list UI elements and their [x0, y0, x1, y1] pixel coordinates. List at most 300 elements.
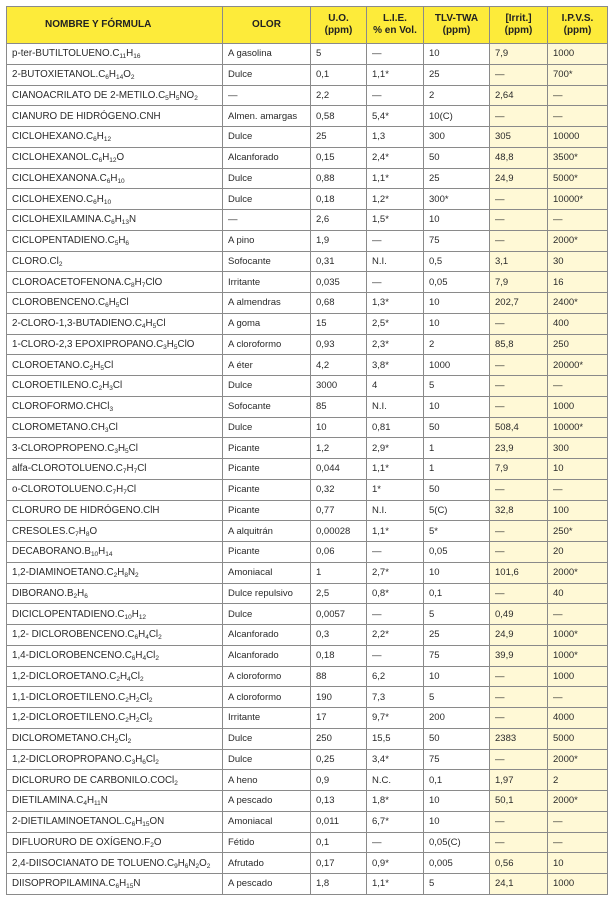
cell-tlv: 300: [424, 127, 490, 148]
table-row: [7, 770, 608, 791]
cell-ipvs: 2000*: [548, 230, 608, 251]
cell-uo: 5: [311, 44, 367, 65]
chemical-properties-table: [6, 6, 608, 895]
cell-tlv: 10: [424, 791, 490, 812]
cell-irrit: 32,8: [490, 500, 548, 521]
cell-tlv: 0,05(C): [424, 832, 490, 853]
cell-lie: 7,3: [367, 687, 424, 708]
compound-name: alfa-$CLOROTOLUENO.C_7H_7Cl$: [7, 459, 223, 480]
cell-irrit: —: [490, 811, 548, 832]
table-row: [7, 811, 608, 832]
cell-ipvs: 10000: [548, 127, 608, 148]
cell-uo: 0,18: [311, 189, 367, 210]
cell-irrit: 50,1: [490, 791, 548, 812]
cell-olor: A cloroformo: [223, 334, 311, 355]
cell-irrit: 2,64: [490, 85, 548, 106]
cell-ipvs: 3500*: [548, 147, 608, 168]
cell-lie: 3,8*: [367, 355, 424, 376]
cell-olor: Dulce repulsivo: [223, 583, 311, 604]
cell-uo: 2,6: [311, 210, 367, 231]
cell-uo: 3000: [311, 376, 367, 397]
cell-irrit: 24,9: [490, 168, 548, 189]
cell-tlv: 75: [424, 645, 490, 666]
cell-olor: —: [223, 85, 311, 106]
cell-lie: 1,1*: [367, 459, 424, 480]
cell-lie: —: [367, 542, 424, 563]
cell-tlv: 50: [424, 147, 490, 168]
cell-irrit: 508,4: [490, 417, 548, 438]
compound-name: $2-BUTOXIETANOL.C_6H_{14}O_2$: [7, 64, 223, 85]
table-row: [7, 85, 608, 106]
cell-ipvs: —: [548, 85, 608, 106]
cell-lie: 1,3*: [367, 293, 424, 314]
cell-olor: Picante: [223, 500, 311, 521]
cell-tlv: 10: [424, 811, 490, 832]
table-row: [7, 645, 608, 666]
cell-tlv: 50: [424, 479, 490, 500]
cell-ipvs: 5000*: [548, 168, 608, 189]
cell-uo: 0,1: [311, 64, 367, 85]
cell-olor: Almen. amargas: [223, 106, 311, 127]
cell-uo: 1: [311, 562, 367, 583]
cell-irrit: —: [490, 666, 548, 687]
cell-tlv: 75: [424, 230, 490, 251]
cell-tlv: 300*: [424, 189, 490, 210]
cell-olor: Picante: [223, 438, 311, 459]
cell-ipvs: 10000*: [548, 189, 608, 210]
cell-lie: 15,5: [367, 728, 424, 749]
cell-olor: Dulce: [223, 749, 311, 770]
cell-irrit: —: [490, 64, 548, 85]
compound-name: $CICLOHEXANONA.C_6H_{10}$: [7, 168, 223, 189]
compound-name: $DIETILAMINA.C_4H_{11}N$: [7, 791, 223, 812]
cell-irrit: 0,56: [490, 853, 548, 874]
table-row: [7, 147, 608, 168]
cell-irrit: 305: [490, 127, 548, 148]
compound-name: $DIISOPROPILAMINA.C_6H_{15}N$: [7, 874, 223, 895]
cell-lie: N.I.: [367, 251, 424, 272]
cell-tlv: 0,05: [424, 542, 490, 563]
cell-ipvs: 10000*: [548, 417, 608, 438]
header-tlv: TLV-TWA (ppm): [424, 7, 490, 44]
cell-uo: 10: [311, 417, 367, 438]
cell-uo: 0,25: [311, 749, 367, 770]
table-row: [7, 272, 608, 293]
cell-tlv: 0,005: [424, 853, 490, 874]
cell-olor: Dulce: [223, 417, 311, 438]
cell-irrit: —: [490, 479, 548, 500]
compound-name: $DIBORANO.B_2H_6$: [7, 583, 223, 604]
cell-olor: Dulce: [223, 604, 311, 625]
compound-name: $DICICLOPENTADIENO.C_{10}H_{12}$: [7, 604, 223, 625]
cell-olor: Alcanforado: [223, 645, 311, 666]
cell-ipvs: —: [548, 832, 608, 853]
cell-tlv: 5*: [424, 521, 490, 542]
cell-lie: —: [367, 85, 424, 106]
cell-ipvs: 2400*: [548, 293, 608, 314]
table-row: [7, 438, 608, 459]
compound-name: CLOROFORMO.CHCl$_3$: [7, 396, 223, 417]
cell-uo: 250: [311, 728, 367, 749]
cell-ipvs: 2: [548, 770, 608, 791]
cell-ipvs: 1000: [548, 396, 608, 417]
table-row: [7, 791, 608, 812]
header-irrit: [Irrit.] (ppm): [490, 7, 548, 44]
cell-tlv: 10: [424, 44, 490, 65]
compound-name: $3-CLOROPROPENO.C_3H_5Cl$: [7, 438, 223, 459]
cell-uo: 1,9: [311, 230, 367, 251]
compound-name: $2-DIETILAMINOETANOL.C_6H_{15}ON$: [7, 811, 223, 832]
cell-lie: 1,8*: [367, 791, 424, 812]
cell-lie: 0,9*: [367, 853, 424, 874]
cell-ipvs: —: [548, 604, 608, 625]
header-name: NOMBRE Y FÓRMULA: [7, 7, 223, 44]
cell-tlv: 10: [424, 562, 490, 583]
cell-irrit: 7,9: [490, 44, 548, 65]
cell-ipvs: 1000: [548, 666, 608, 687]
cell-olor: A almendras: [223, 293, 311, 314]
cell-tlv: 2: [424, 334, 490, 355]
cell-olor: Dulce: [223, 127, 311, 148]
table-row: [7, 625, 608, 646]
cell-irrit: —: [490, 313, 548, 334]
cell-lie: N.C.: [367, 770, 424, 791]
cell-lie: —: [367, 832, 424, 853]
cell-tlv: 1000: [424, 355, 490, 376]
table-row: [7, 355, 608, 376]
cell-irrit: 2383: [490, 728, 548, 749]
cell-uo: 0,58: [311, 106, 367, 127]
table-row: [7, 44, 608, 65]
cell-lie: 1,1*: [367, 168, 424, 189]
cell-ipvs: —: [548, 687, 608, 708]
cell-lie: 2,2*: [367, 625, 424, 646]
table-row: [7, 396, 608, 417]
cell-olor: A goma: [223, 313, 311, 334]
cell-tlv: 5: [424, 376, 490, 397]
header-lie: L.I.E. % en Vol.: [367, 7, 424, 44]
cell-lie: 2,7*: [367, 562, 424, 583]
cell-lie: —: [367, 44, 424, 65]
table-row: [7, 832, 608, 853]
cell-uo: 190: [311, 687, 367, 708]
cell-irrit: 39,9: [490, 645, 548, 666]
cell-ipvs: 30: [548, 251, 608, 272]
compound-name: $CLORO.Cl_2$: [7, 251, 223, 272]
table-row: [7, 479, 608, 500]
compound-name: $CICLOPENTADIENO.C_5H_6$: [7, 230, 223, 251]
cell-olor: Sofocante: [223, 396, 311, 417]
header-row: [7, 7, 608, 44]
cell-ipvs: 250: [548, 334, 608, 355]
cell-uo: 0,31: [311, 251, 367, 272]
cell-olor: A pescado: [223, 791, 311, 812]
compound-name: $CLOROETANO.C_2H_5Cl$: [7, 355, 223, 376]
cell-lie: 6,7*: [367, 811, 424, 832]
cell-irrit: —: [490, 189, 548, 210]
cell-ipvs: 1000: [548, 44, 608, 65]
cell-uo: 0,06: [311, 542, 367, 563]
cell-ipvs: 4000: [548, 708, 608, 729]
cell-ipvs: 16: [548, 272, 608, 293]
compound-name: $CICLOHEXILAMINA.C_6H_{13}N$: [7, 210, 223, 231]
cell-uo: 0,13: [311, 791, 367, 812]
cell-lie: 1,3: [367, 127, 424, 148]
cell-irrit: —: [490, 230, 548, 251]
cell-irrit: 0,49: [490, 604, 548, 625]
cell-lie: 6,2: [367, 666, 424, 687]
compound-name: $1,2-DICLOROETANO.C_2H_4Cl_2$: [7, 666, 223, 687]
table-row: [7, 106, 608, 127]
cell-uo: 0,035: [311, 272, 367, 293]
cell-uo: 1,2: [311, 438, 367, 459]
cell-uo: 88: [311, 666, 367, 687]
cell-irrit: —: [490, 106, 548, 127]
table-row: [7, 500, 608, 521]
cell-tlv: 75: [424, 749, 490, 770]
compound-name: $1,4-DICLOROBENCENO.C_6H_4Cl_2$: [7, 645, 223, 666]
cell-tlv: 5: [424, 687, 490, 708]
cell-uo: 2,5: [311, 583, 367, 604]
header-ipvs: I.P.V.S. (ppm): [548, 7, 608, 44]
table-row: [7, 417, 608, 438]
cell-uo: 1,8: [311, 874, 367, 895]
cell-irrit: —: [490, 708, 548, 729]
cell-tlv: 5(C): [424, 500, 490, 521]
cell-tlv: 10: [424, 396, 490, 417]
cell-ipvs: 1000: [548, 874, 608, 895]
table-row: [7, 666, 608, 687]
cell-olor: A pescado: [223, 874, 311, 895]
cell-ipvs: 2000*: [548, 791, 608, 812]
cell-tlv: 5: [424, 604, 490, 625]
cell-olor: Alcanforado: [223, 147, 311, 168]
cell-tlv: 2: [424, 85, 490, 106]
cell-lie: 9,7*: [367, 708, 424, 729]
cell-lie: 2,4*: [367, 147, 424, 168]
cell-olor: —: [223, 210, 311, 231]
cell-ipvs: —: [548, 376, 608, 397]
cell-lie: —: [367, 230, 424, 251]
compound-name: $CICLOHEXANOL.C_6H_{12}O$: [7, 147, 223, 168]
cell-lie: 0,81: [367, 417, 424, 438]
cell-ipvs: 40: [548, 583, 608, 604]
cell-uo: 17: [311, 708, 367, 729]
cell-lie: 1,2*: [367, 189, 424, 210]
cell-lie: 0,8*: [367, 583, 424, 604]
cell-irrit: 48,8: [490, 147, 548, 168]
cell-tlv: 10: [424, 293, 490, 314]
cell-tlv: 0,5: [424, 251, 490, 272]
cell-tlv: 10: [424, 210, 490, 231]
cell-tlv: 1: [424, 459, 490, 480]
cell-olor: Dulce: [223, 376, 311, 397]
cell-irrit: 101,6: [490, 562, 548, 583]
cell-olor: Dulce: [223, 168, 311, 189]
cell-olor: Dulce: [223, 64, 311, 85]
cell-lie: —: [367, 604, 424, 625]
compound-name: $1,2-DICLOROETILENO.C_2H_2Cl_2$: [7, 708, 223, 729]
cell-uo: 0,32: [311, 479, 367, 500]
cell-irrit: 202,7: [490, 293, 548, 314]
table-row: [7, 728, 608, 749]
cell-irrit: —: [490, 583, 548, 604]
cell-olor: A éter: [223, 355, 311, 376]
table-row: [7, 189, 608, 210]
cell-ipvs: 10: [548, 459, 608, 480]
table-row: [7, 168, 608, 189]
cell-uo: 25: [311, 127, 367, 148]
cell-lie: 1,1*: [367, 874, 424, 895]
compound-name: DIFLUORURO DE $OXÍGENO.F_2O$: [7, 832, 223, 853]
table-row: [7, 604, 608, 625]
cell-irrit: —: [490, 376, 548, 397]
cell-ipvs: —: [548, 106, 608, 127]
table-row: [7, 64, 608, 85]
compound-name: $o-CLOROTOLUENO.C_7H_7Cl$: [7, 479, 223, 500]
table-row: [7, 230, 608, 251]
compound-name: $CICLOHEXANO.C_6H_{12}$: [7, 127, 223, 148]
cell-lie: 2,3*: [367, 334, 424, 355]
cell-olor: A cloroformo: [223, 666, 311, 687]
cell-olor: A pino: [223, 230, 311, 251]
table-row: [7, 562, 608, 583]
cell-lie: 1,5*: [367, 210, 424, 231]
cell-ipvs: 250*: [548, 521, 608, 542]
cell-olor: Dulce: [223, 189, 311, 210]
cell-uo: 0,0057: [311, 604, 367, 625]
table-row: [7, 293, 608, 314]
cell-irrit: —: [490, 832, 548, 853]
cell-ipvs: 20000*: [548, 355, 608, 376]
compound-name: $CLOROACETOFENONA.C_8H_7ClO$: [7, 272, 223, 293]
cell-tlv: 5: [424, 874, 490, 895]
cell-olor: A cloroformo: [223, 687, 311, 708]
cell-olor: A alquitrán: [223, 521, 311, 542]
compound-name: $2-CLORO-1,3-BUTADIENO.C_4H_5Cl$: [7, 313, 223, 334]
cell-tlv: 10: [424, 313, 490, 334]
cell-tlv: 0,05: [424, 272, 490, 293]
cell-olor: Picante: [223, 542, 311, 563]
cell-olor: Amoniacal: [223, 811, 311, 832]
cell-ipvs: 20: [548, 542, 608, 563]
table-row: [7, 376, 608, 397]
table-row: [7, 708, 608, 729]
cell-irrit: 24,9: [490, 625, 548, 646]
cell-ipvs: 2000*: [548, 749, 608, 770]
compound-name: $1,2-DIAMINOETANO.C_2H_8N_2$: [7, 562, 223, 583]
header-olor: OLOR: [223, 7, 311, 44]
cell-uo: 0,15: [311, 147, 367, 168]
cell-irrit: —: [490, 542, 548, 563]
compound-name: 2,4-DIISOCIANATO DE $TOLUENO.C_9H_6N_2O_2$: [7, 853, 223, 874]
cell-ipvs: —: [548, 210, 608, 231]
cell-tlv: 25: [424, 64, 490, 85]
cell-lie: —: [367, 272, 424, 293]
cell-lie: 2,9*: [367, 438, 424, 459]
cell-uo: 0,3: [311, 625, 367, 646]
cell-irrit: 3,1: [490, 251, 548, 272]
cell-irrit: 24,1: [490, 874, 548, 895]
cell-ipvs: 2000*: [548, 562, 608, 583]
table-row: [7, 459, 608, 480]
table-row: [7, 127, 608, 148]
table-row: [7, 521, 608, 542]
cell-olor: A heno: [223, 770, 311, 791]
table-row: [7, 210, 608, 231]
cell-olor: Picante: [223, 479, 311, 500]
cell-irrit: —: [490, 210, 548, 231]
cell-ipvs: 1000*: [548, 645, 608, 666]
cell-lie: 1,1*: [367, 521, 424, 542]
cell-ipvs: 700*: [548, 64, 608, 85]
cell-olor: Irritante: [223, 272, 311, 293]
cell-uo: 0,77: [311, 500, 367, 521]
cell-irrit: —: [490, 687, 548, 708]
cell-uo: 0,011: [311, 811, 367, 832]
table-row: [7, 687, 608, 708]
cell-tlv: 200: [424, 708, 490, 729]
table-row: [7, 334, 608, 355]
compound-name: $CLOROBENCENO.C_6H_5Cl$: [7, 293, 223, 314]
cell-olor: Afrutado: [223, 853, 311, 874]
compound-name: $p-ter-BUTILTOLUENO.C_{11}H_{16}$: [7, 44, 223, 65]
cell-uo: 4,2: [311, 355, 367, 376]
cell-olor: Irritante: [223, 708, 311, 729]
cell-lie: 3,4*: [367, 749, 424, 770]
table-row: [7, 874, 608, 895]
cell-olor: Picante: [223, 459, 311, 480]
cell-tlv: 1: [424, 438, 490, 459]
cell-tlv: 25: [424, 625, 490, 646]
cell-lie: 1,1*: [367, 64, 424, 85]
cell-olor: Dulce: [223, 728, 311, 749]
cell-lie: 2,5*: [367, 313, 424, 334]
cell-ipvs: 300: [548, 438, 608, 459]
table-row: [7, 583, 608, 604]
cell-ipvs: 400: [548, 313, 608, 334]
cell-lie: N.I.: [367, 500, 424, 521]
compound-name: CIANURO DE HIDRÓGENO.CNH: [7, 106, 223, 127]
cell-lie: 1*: [367, 479, 424, 500]
cell-uo: 0,1: [311, 832, 367, 853]
cell-uo: 0,00028: [311, 521, 367, 542]
compound-name: 1-CLORO-2,3 $EPOXIPROPANO.C_3H_5ClO$: [7, 334, 223, 355]
cell-irrit: 7,9: [490, 272, 548, 293]
cell-tlv: 10(C): [424, 106, 490, 127]
cell-irrit: —: [490, 355, 548, 376]
cell-uo: 0,9: [311, 770, 367, 791]
table-row: [7, 313, 608, 334]
compound-name: $1,2-DICLOROPROPANO.C_3H_6Cl_2$: [7, 749, 223, 770]
cell-tlv: 10: [424, 666, 490, 687]
cell-irrit: —: [490, 749, 548, 770]
cell-irrit: 7,9: [490, 459, 548, 480]
cell-irrit: 23,9: [490, 438, 548, 459]
cell-ipvs: 1000*: [548, 625, 608, 646]
table-row: [7, 542, 608, 563]
header-uo: U.O. (ppm): [311, 7, 367, 44]
table-row: [7, 749, 608, 770]
cell-ipvs: —: [548, 479, 608, 500]
cell-uo: 0,68: [311, 293, 367, 314]
cell-uo: 85: [311, 396, 367, 417]
cell-olor: Sofocante: [223, 251, 311, 272]
cell-olor: Amoniacal: [223, 562, 311, 583]
cell-tlv: 25: [424, 168, 490, 189]
cell-irrit: —: [490, 396, 548, 417]
cell-irrit: 85,8: [490, 334, 548, 355]
